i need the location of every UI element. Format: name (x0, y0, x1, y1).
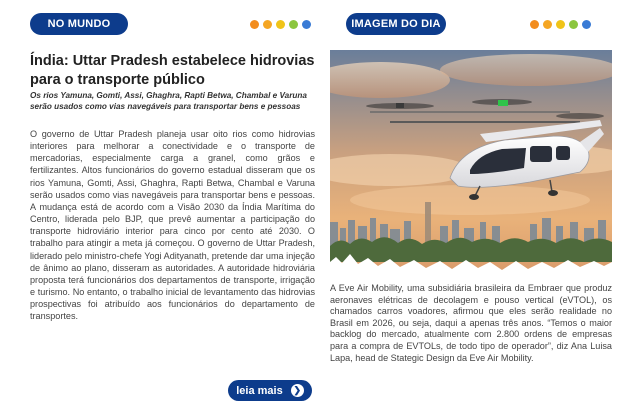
read-more-label: leia mais (236, 384, 283, 397)
dot (250, 20, 259, 29)
dot (289, 20, 298, 29)
article-headline: Índia: Uttar Pradesh estabelece hidrovias para o transporte público (30, 53, 315, 88)
dot (543, 20, 552, 29)
evtol-aircraft-photo (330, 50, 612, 275)
read-more-button[interactable] (228, 380, 312, 401)
dot (276, 20, 285, 29)
dot (263, 20, 272, 29)
dot (302, 20, 311, 29)
decorative-dots-right (530, 20, 591, 29)
article-body: O governo de Uttar Pradesh planeja usar oito rios como hidrovias interiores para melhorar a conectividade e o transporte de mercadorias, especialmente carga a granel, como grãos e fertilizantes. Altos funcionários do governo estadual disseram que os rios Yamuna, Gomti, Assi, Ghaghra, Rapti Betwa, Chambal e Varuna serão usados como vias navegáveis para transportar bens e pessoas. A mudança está de acordo com a Visão 2030 da Índia Marítima do Centro, liderada pelo BJP, que prevê aumentar a participação do transporte hidroviário interior para cinco por cento até 2030. O trabalho para atingir a meta já começou. O governo de Uttar Pradesh, liderado pelo ministro-chefe Yogi Adityanath, pretende dar uma injeção de ânimo ao plano, disseram as autoridades. A autoridade hidroviária proposta terá funcionários dos departamentos de transporte, irrigação e turismo. No entanto, o trabalho inicial de levantamento das hidrovias prospectivas foi atribuído aos funcionários do departamento de transportes. (30, 129, 315, 322)
section-label-no-mundo: NO MUNDO (30, 13, 128, 35)
dot (556, 20, 565, 29)
article-subheadline: Os rios Yamuna, Gomti, Assi, Ghaghra, Rapti Betwa, Chambal e Varuna serão usados como vias navegáveis para transportar bens e pessoas (30, 91, 307, 111)
image-caption: A Eve Air Mobility, uma subsidiária brasileira da Embraer que produz aeronaves elétricas de decolagem e pouso vertical (eVTOL), os chamados carros voadores, afirmou que eles serão realidade no Brasil em 2026, ou seja, daqui a apenas três anos. “Temos o maior backlog do mercado, atualmente com 2.800 ordens de empresas para a compra de EVTOLs, de todo tipo de operador”, diz Ana Luisa Lapa, head de Stategic Design da Eve Air Mobility. (330, 283, 612, 363)
dot (569, 20, 578, 29)
chevron-right-icon: ❯ (291, 384, 304, 397)
decorative-dots-left (250, 20, 311, 29)
dot (582, 20, 591, 29)
section-label-imagem-do-dia: IMAGEM DO DIA (346, 13, 446, 35)
dot (530, 20, 539, 29)
